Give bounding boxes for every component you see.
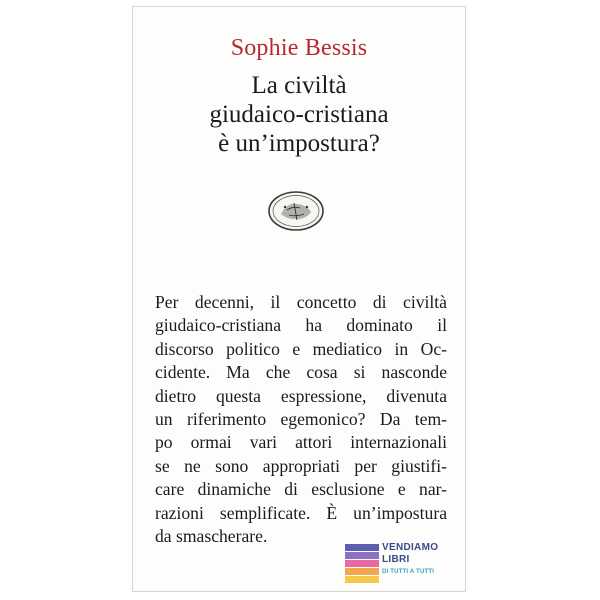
badge-line-3: DI TUTTI A TUTTI [382,569,435,575]
blurb-line: dietro questa espressione, divenuta [155,385,447,406]
badge-line-2: LIBRI [382,554,410,565]
blurb-line: po ormai vari attori internazionali [155,432,447,453]
book-cover [132,6,466,592]
blurb-line: un riferimento egemonico? Da tem- [155,409,447,430]
blurb-line: Per decenni, il concetto di civiltà [155,292,447,312]
badge-stripe [345,560,379,567]
vendiamo-libri-badge [345,540,445,590]
blurb-line: discorso politico e mediatico in Oc- [155,338,447,359]
blurb-line: care dinamiche di esclusione e nar- [155,479,447,500]
badge-stripe [345,552,379,559]
badge-line-1: VENDIAMO [382,542,439,553]
badge-stripe [345,568,379,575]
title-line: La civiltà [251,72,347,99]
book-title [133,71,465,158]
blurb-line: se ne sono appropriati per giustifi- [155,455,447,476]
title-line: giudaico-cristiana [209,101,389,128]
badge-stripe [345,544,379,551]
badge-stripe [345,576,379,583]
title-line: è un’impostura? [218,130,380,157]
blurb-line: razioni semplificate. È un’impostura [155,502,447,523]
author-name: Sophie Bessis [230,35,368,61]
blurb-line: da smascherare. [155,526,268,547]
publisher-emblem-icon [267,190,325,232]
blurb-line: giudaico-cristiana ha dominato il [155,315,447,336]
blurb-line: cidente. Ma che cosa si nasconde [155,362,447,383]
blurb-text [155,291,447,548]
